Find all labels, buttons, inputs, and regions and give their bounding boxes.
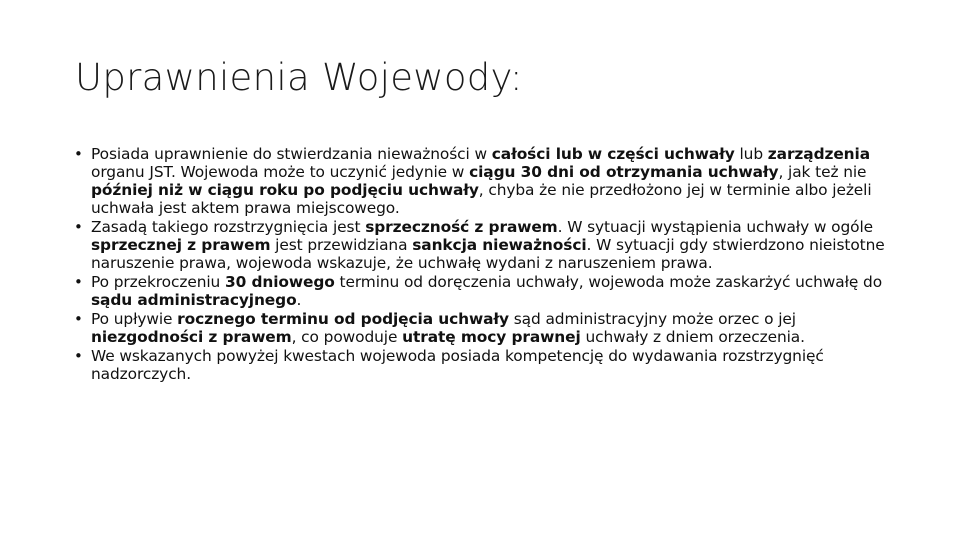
- bullet-text: .: [296, 291, 302, 309]
- bullet-text-bold: 30 dniowego: [225, 273, 335, 291]
- bullet-item: [74, 273, 892, 309]
- bullet-list: [74, 145, 892, 384]
- bullet-item: [74, 347, 892, 383]
- bullet-dot-icon: •: [74, 273, 83, 291]
- bullet-text: terminu od doręczenia uchwały, wojewoda może zaskarżyć uchwałę do: [334, 273, 883, 291]
- bullet-text-bold: zarządzenia: [767, 145, 871, 163]
- bullet-text-bold: ciągu 30 dni od otrzymania uchwały: [469, 163, 779, 181]
- bullet-text: uchwały z dniem orzeczenia.: [580, 328, 805, 346]
- bullet-text: . W sytuacji wystąpienia uchwały w ogóle: [557, 218, 874, 236]
- bullet-text-bold: niezgodności z prawem: [91, 328, 292, 346]
- bullet-text: , co powoduje: [291, 328, 403, 346]
- bullet-text: , jak też nie: [778, 163, 867, 181]
- bullet-text: Po przekroczeniu: [91, 273, 225, 291]
- bullet-dot-icon: •: [74, 310, 83, 328]
- bullet-item: [74, 310, 892, 346]
- bullet-text: organu JST. Wojewoda może to uczynić jedynie w: [91, 163, 470, 181]
- bullet-text: Posiada uprawnienie do stwierdzania nieważności w: [91, 145, 492, 163]
- bullet-item: [74, 145, 892, 217]
- bullet-text: Zasadą takiego rozstrzygnięcia jest: [91, 218, 366, 236]
- bullet-text: , chyba że nie przedłożono jej w terminie albo jeżeli uchwała jest aktem prawa miejscowego.: [91, 181, 872, 217]
- slide-title: Uprawnienia Wojewody:: [75, 56, 523, 99]
- bullet-text-bold: utratę mocy prawnej: [402, 328, 581, 346]
- bullet-text: . W sytuacji gdy stwierdzono nieistotne naruszenie prawa, wojewoda wskazuje, że uchwałę wydani z naruszeniem prawa.: [91, 236, 885, 272]
- bullet-text: lub: [734, 145, 768, 163]
- bullet-dot-icon: •: [74, 145, 83, 163]
- bullet-text-bold: sankcja nieważności: [412, 236, 587, 254]
- bullet-text-bold: całości lub w części uchwały: [491, 145, 735, 163]
- bullet-text: jest przewidziana: [270, 236, 413, 254]
- bullet-item: [74, 218, 892, 272]
- bullet-dot-icon: •: [74, 218, 83, 236]
- bullet-text-bold: później niż w ciągu roku po podjęciu uchwały: [91, 181, 479, 199]
- bullet-text: We wskazanych powyżej kwestach wojewoda posiada kompetencję do wydawania rozstrzygnięć nadzorczych.: [91, 347, 824, 383]
- bullet-text-bold: rocznego terminu od podjęcia uchwały: [177, 310, 509, 328]
- bullet-text: sąd administracyjny może orzec o jej: [508, 310, 796, 328]
- bullet-text-bold: sprzeczność z prawem: [365, 218, 558, 236]
- bullet-dot-icon: •: [74, 347, 83, 365]
- bullet-text-bold: sądu administracyjnego: [91, 291, 297, 309]
- bullet-text-bold: sprzecznej z prawem: [91, 236, 271, 254]
- bullet-text: Po upływie: [91, 310, 178, 328]
